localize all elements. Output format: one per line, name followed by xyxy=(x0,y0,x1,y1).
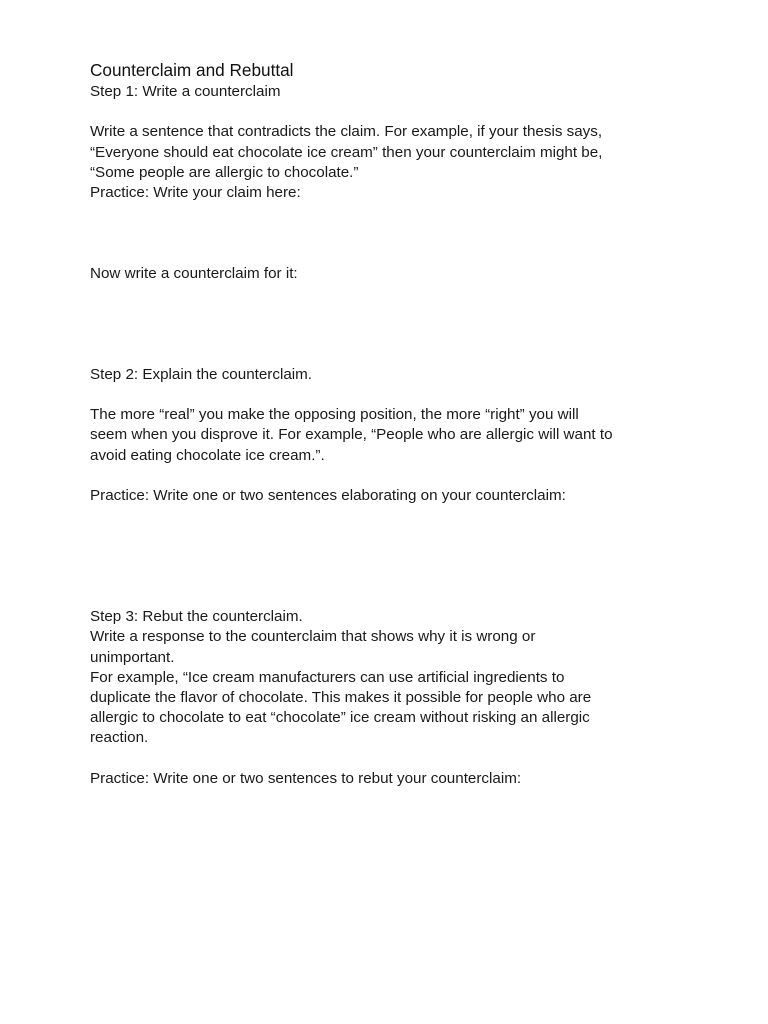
step3-heading: Step 3: Rebut the counterclaim. xyxy=(90,608,303,626)
step1-heading: Step 1: Write a counterclaim xyxy=(90,83,281,100)
step1-practice: Practice: Write your claim here: xyxy=(90,184,301,201)
step2-body-line: avoid eating chocolate ice cream.”. xyxy=(90,446,325,464)
spacer xyxy=(90,385,690,405)
step3-example-line: For example, “Ice cream manufacturers can use artificial ingredients to xyxy=(90,668,565,686)
step1-body-line: Write a sentence that contradicts the claim. For example, if your thesis says, xyxy=(90,123,603,141)
step2-body-line: seem when you disprove it. For example, “People who are allergic will want to xyxy=(90,426,613,444)
worksheet-page xyxy=(90,58,690,890)
step3-example-line: reaction. xyxy=(90,729,149,747)
rebuttal-answer-space[interactable] xyxy=(90,789,670,890)
spacer xyxy=(90,749,690,769)
claim-answer-space[interactable] xyxy=(90,203,670,264)
step3-body-line: Write a response to the counterclaim that shows why it is wrong or xyxy=(90,628,536,646)
step2-heading: Step 2: Explain the counterclaim. xyxy=(90,365,313,383)
page-title: Counterclaim and Rebuttal xyxy=(90,60,294,80)
step2-body-line: The more “real” you make the opposing position, the more “right” you will xyxy=(90,406,579,424)
counterclaim-answer-space[interactable] xyxy=(90,284,670,365)
step3-example-line: allergic to chocolate to eat “chocolate” ice cream without risking an allergic xyxy=(90,709,590,727)
step3-practice: Practice: Write one or two sentences to rebut your counterclaim: xyxy=(90,769,522,787)
spacer xyxy=(90,102,690,122)
step3-example-line: duplicate the flavor of chocolate. This makes it possible for people who are xyxy=(90,689,592,706)
step3-body-line: unimportant. xyxy=(90,648,175,666)
step2-practice: Practice: Write one or two sentences elaborating on your counterclaim: xyxy=(90,486,566,504)
elaboration-answer-space[interactable] xyxy=(90,506,670,607)
step1-counterclaim-prompt: Now write a counterclaim for it: xyxy=(90,264,298,282)
step1-body-line: “Some people are allergic to chocolate.” xyxy=(90,163,359,181)
spacer xyxy=(90,466,690,486)
step1-body-line: “Everyone should eat chocolate ice cream” then your counterclaim might be, xyxy=(90,143,603,161)
